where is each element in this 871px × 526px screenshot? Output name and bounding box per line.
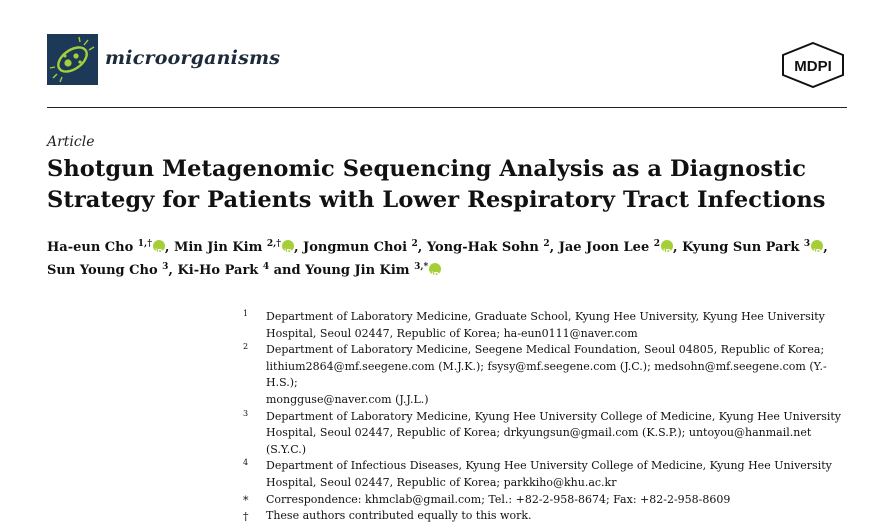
author-name-text: Ha-eun Cho xyxy=(47,240,138,255)
article-type: Article xyxy=(47,134,95,150)
author-separator: , xyxy=(417,240,427,255)
affiliation-list xyxy=(243,309,843,525)
affiliation-line: Department of Laboratory Medicine, Seegene Medical Foundation, Seoul 04805, Republic of Korea; xyxy=(266,343,825,357)
header-divider xyxy=(47,107,847,108)
author-affiliation-marker: 3 xyxy=(162,262,169,272)
journal-name: microorganisms xyxy=(105,47,281,69)
author-affiliation-marker: 4 xyxy=(262,262,270,272)
author-name[interactable] xyxy=(682,240,823,255)
mdpi-logo-icon xyxy=(781,42,845,88)
author-name[interactable] xyxy=(427,240,550,255)
author-affiliation-marker: 3 xyxy=(803,239,811,249)
microorganism-logo-icon xyxy=(47,34,98,85)
orcid-icon[interactable] xyxy=(153,240,165,252)
author-affiliation-marker: 1,† xyxy=(137,239,152,249)
affiliation-marker: 3 xyxy=(243,408,249,418)
affiliation-line: mongguse@naver.com (J.J.L.) xyxy=(266,392,429,406)
affiliation-item xyxy=(243,342,843,408)
author-affiliation-marker: 2 xyxy=(543,239,550,249)
author-affiliation-marker: 2 xyxy=(411,239,418,249)
author-name-text: Ki-Ho Park xyxy=(177,263,263,278)
author-name[interactable] xyxy=(305,263,441,278)
affiliation-line: Department of Laboratory Medicine, Graduate School, Kyung Hee University, Kyung Hee University xyxy=(266,310,825,323)
affiliation-item xyxy=(243,458,843,491)
author-separator: , xyxy=(164,240,174,255)
affiliation-line: Hospital, Seoul 02447, Republic of Korea; ha-eun0111@naver.com xyxy=(266,326,638,340)
author-affiliation-marker: 2,† xyxy=(266,239,281,249)
author-name[interactable] xyxy=(303,240,418,255)
author-separator: , xyxy=(549,240,559,255)
affiliation-line: These authors contributed equally to this work. xyxy=(266,509,532,523)
author-name[interactable] xyxy=(559,240,673,255)
author-name-text: Sun Young Cho xyxy=(47,263,163,278)
affiliation-marker: 2 xyxy=(243,342,249,352)
affiliation-marker: 4 xyxy=(243,458,249,468)
author-separator: , xyxy=(823,240,828,255)
author-name[interactable] xyxy=(174,240,294,255)
author-separator: , xyxy=(293,240,304,255)
author-list xyxy=(47,236,847,282)
affiliation-item xyxy=(243,309,843,342)
title-line: Shotgun Metagenomic Sequencing Analysis as a Diagnostic xyxy=(47,156,807,182)
affiliation-item xyxy=(243,409,843,459)
orcid-icon[interactable] xyxy=(661,240,673,252)
author-name-text: Jongmun Choi xyxy=(303,240,412,255)
author-name-text: Yong-Hak Sohn xyxy=(426,240,544,255)
orcid-icon[interactable] xyxy=(282,240,294,252)
author-name[interactable] xyxy=(47,263,168,278)
author-name-text: Jae Joon Lee xyxy=(558,240,654,255)
affiliation-marker: * xyxy=(243,493,249,507)
orcid-icon[interactable] xyxy=(429,263,441,275)
author-name[interactable] xyxy=(177,263,269,278)
author-affiliation-marker: 2 xyxy=(653,239,661,249)
author-name-text: Min Jin Kim xyxy=(173,240,267,255)
affiliation-marker: † xyxy=(243,510,249,524)
author-name-text: Kyung Sun Park xyxy=(682,240,804,255)
affiliation-line: lithium2864@mf.seegene.com (M.J.K.); fsysy@mf.seegene.com (J.C.); medsohn@mf.seegene.com (Y.-H.S.); xyxy=(266,359,827,390)
affiliation-line: Hospital, Seoul 02447, Republic of Korea; parkkiho@khu.ac.kr xyxy=(266,475,617,489)
author-separator: , xyxy=(673,240,683,255)
affiliation-marker: 1 xyxy=(243,309,249,318)
affiliation-line: Correspondence: khmclab@gmail.com; Tel.: +82-2-958-8674; Fax: +82-2-958-8609 xyxy=(266,492,731,506)
author-separator: and xyxy=(269,263,306,278)
affiliation-line: Department of Laboratory Medicine, Kyung Hee University College of Medicine, Kyung Hee University xyxy=(266,409,842,423)
author-name[interactable] xyxy=(47,240,165,255)
affiliation-line: Hospital, Seoul 02447, Republic of Korea; drkyungsun@gmail.com (K.S.P.); untoyou@hanmail.net (S.Y.C.) xyxy=(266,426,812,456)
author-separator: , xyxy=(168,263,178,278)
title-line: Strategy for Patients with Lower Respiratory Tract Infections xyxy=(47,187,826,213)
affiliation-item xyxy=(243,492,843,509)
author-affiliation-marker: 3,* xyxy=(414,262,429,272)
journal-header xyxy=(47,34,847,108)
affiliation-item xyxy=(243,508,843,525)
mdpi-logo-text: MDPI xyxy=(794,58,832,75)
orcid-icon[interactable] xyxy=(811,240,823,252)
author-name-text: Young Jin Kim xyxy=(305,263,415,278)
article-title xyxy=(47,154,847,216)
affiliation-line: Department of Infectious Diseases, Kyung Hee University College of Medicine, Kyung Hee University xyxy=(266,459,832,473)
